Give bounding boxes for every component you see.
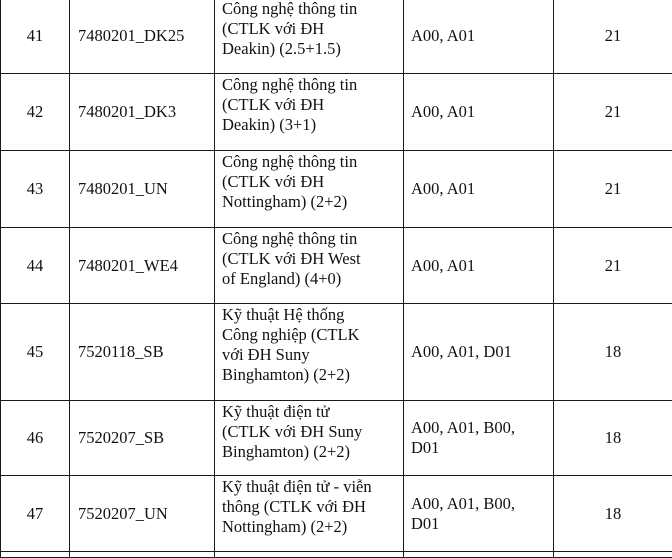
benchmark-score: 21 <box>554 151 672 228</box>
major-name <box>215 401 404 476</box>
table-row <box>1 74 672 151</box>
row-number: 46 <box>1 401 70 476</box>
major-name-line: Công nghệ thông tin <box>222 229 403 249</box>
major-name-line: Binghamton) (2+2) <box>222 442 403 462</box>
admissions-table-body <box>1 0 672 558</box>
table-row <box>1 228 672 304</box>
subject-combination-line: D01 <box>411 438 553 458</box>
major-name-line: (CTLK với ĐH Suny <box>222 422 403 442</box>
subject-combination <box>404 151 554 228</box>
subject-combination-line: A00, A01, B00, <box>411 494 553 514</box>
major-name-line: Binghamton) (2+2) <box>222 365 403 385</box>
row-number: 47 <box>1 476 70 552</box>
major-name-line: Công nghệ thông tin <box>222 152 403 172</box>
major-name <box>215 476 404 552</box>
major-name-line: (CTLK với ĐH <box>222 19 403 39</box>
benchmark-score: 21 <box>554 228 672 304</box>
table-row <box>1 476 672 552</box>
major-name <box>215 228 404 304</box>
subject-combination <box>404 74 554 151</box>
row-number: 45 <box>1 304 70 401</box>
row-number: 43 <box>1 151 70 228</box>
major-name-line: thông (CTLK với ĐH <box>222 497 403 517</box>
benchmark-score: 21 <box>554 0 672 74</box>
major-name-line: Nottingham) (2+2) <box>222 517 403 537</box>
major-code: 7480201_DK25 <box>70 0 215 74</box>
subject-combination-line: A00, A01 <box>411 256 553 276</box>
benchmark-score: 18 <box>554 476 672 552</box>
major-name-line: Công nghệ thông tin <box>222 75 403 95</box>
benchmark-score: 18 <box>554 401 672 476</box>
row-number: 44 <box>1 228 70 304</box>
subject-combination-line: A00, A01 <box>411 26 553 46</box>
major-code: 7480201_UN <box>70 151 215 228</box>
row-number: 42 <box>1 74 70 151</box>
major-name-line: với ĐH Suny <box>222 345 403 365</box>
major-code: 7480201_WE4 <box>70 228 215 304</box>
major-name-line: Công nghiệp (CTLK <box>222 325 403 345</box>
major-name-line: (CTLK với ĐH <box>222 95 403 115</box>
table-row <box>1 304 672 401</box>
major-name <box>215 304 404 401</box>
table-row <box>1 0 672 74</box>
major-code: 7520118_SB <box>70 304 215 401</box>
major-name-line: Kỹ thuật Hệ thống <box>222 305 403 325</box>
table-row <box>1 401 672 476</box>
subject-combination-line: A00, A01, B00, <box>411 418 553 438</box>
table-row <box>1 151 672 228</box>
major-name-line: of England) (4+0) <box>222 269 403 289</box>
major-name <box>215 0 404 74</box>
major-name-line: Kỹ thuật điện tử <box>222 402 403 422</box>
major-name-line: Deakin) (3+1) <box>222 115 403 135</box>
major-name-line: Deakin) (2.5+1.5) <box>222 39 403 59</box>
subject-combination-line: A00, A01 <box>411 102 553 122</box>
major-name-line: Nottingham) (2+2) <box>222 192 403 212</box>
subject-combination <box>404 0 554 74</box>
subject-combination <box>404 476 554 552</box>
benchmark-score: 21 <box>554 74 672 151</box>
major-name-line: Công nghệ thông tin <box>222 0 403 19</box>
major-code: 7520207_UN <box>70 476 215 552</box>
major-name-line: (CTLK với ĐH <box>222 172 403 192</box>
subject-combination-line: D01 <box>411 514 553 534</box>
subject-combination <box>404 304 554 401</box>
major-name-line: Kỹ thuật điện tử - viễn <box>222 477 403 497</box>
subject-combination <box>404 228 554 304</box>
subject-combination-line: A00, A01, D01 <box>411 342 553 362</box>
major-code: 7480201_DK3 <box>70 74 215 151</box>
major-name-line: (CTLK với ĐH West <box>222 249 403 269</box>
subject-combination <box>404 401 554 476</box>
benchmark-score: 18 <box>554 304 672 401</box>
major-name <box>215 151 404 228</box>
row-number: 41 <box>1 0 70 74</box>
major-code: 7520207_SB <box>70 401 215 476</box>
major-name <box>215 74 404 151</box>
subject-combination-line: A00, A01 <box>411 179 553 199</box>
